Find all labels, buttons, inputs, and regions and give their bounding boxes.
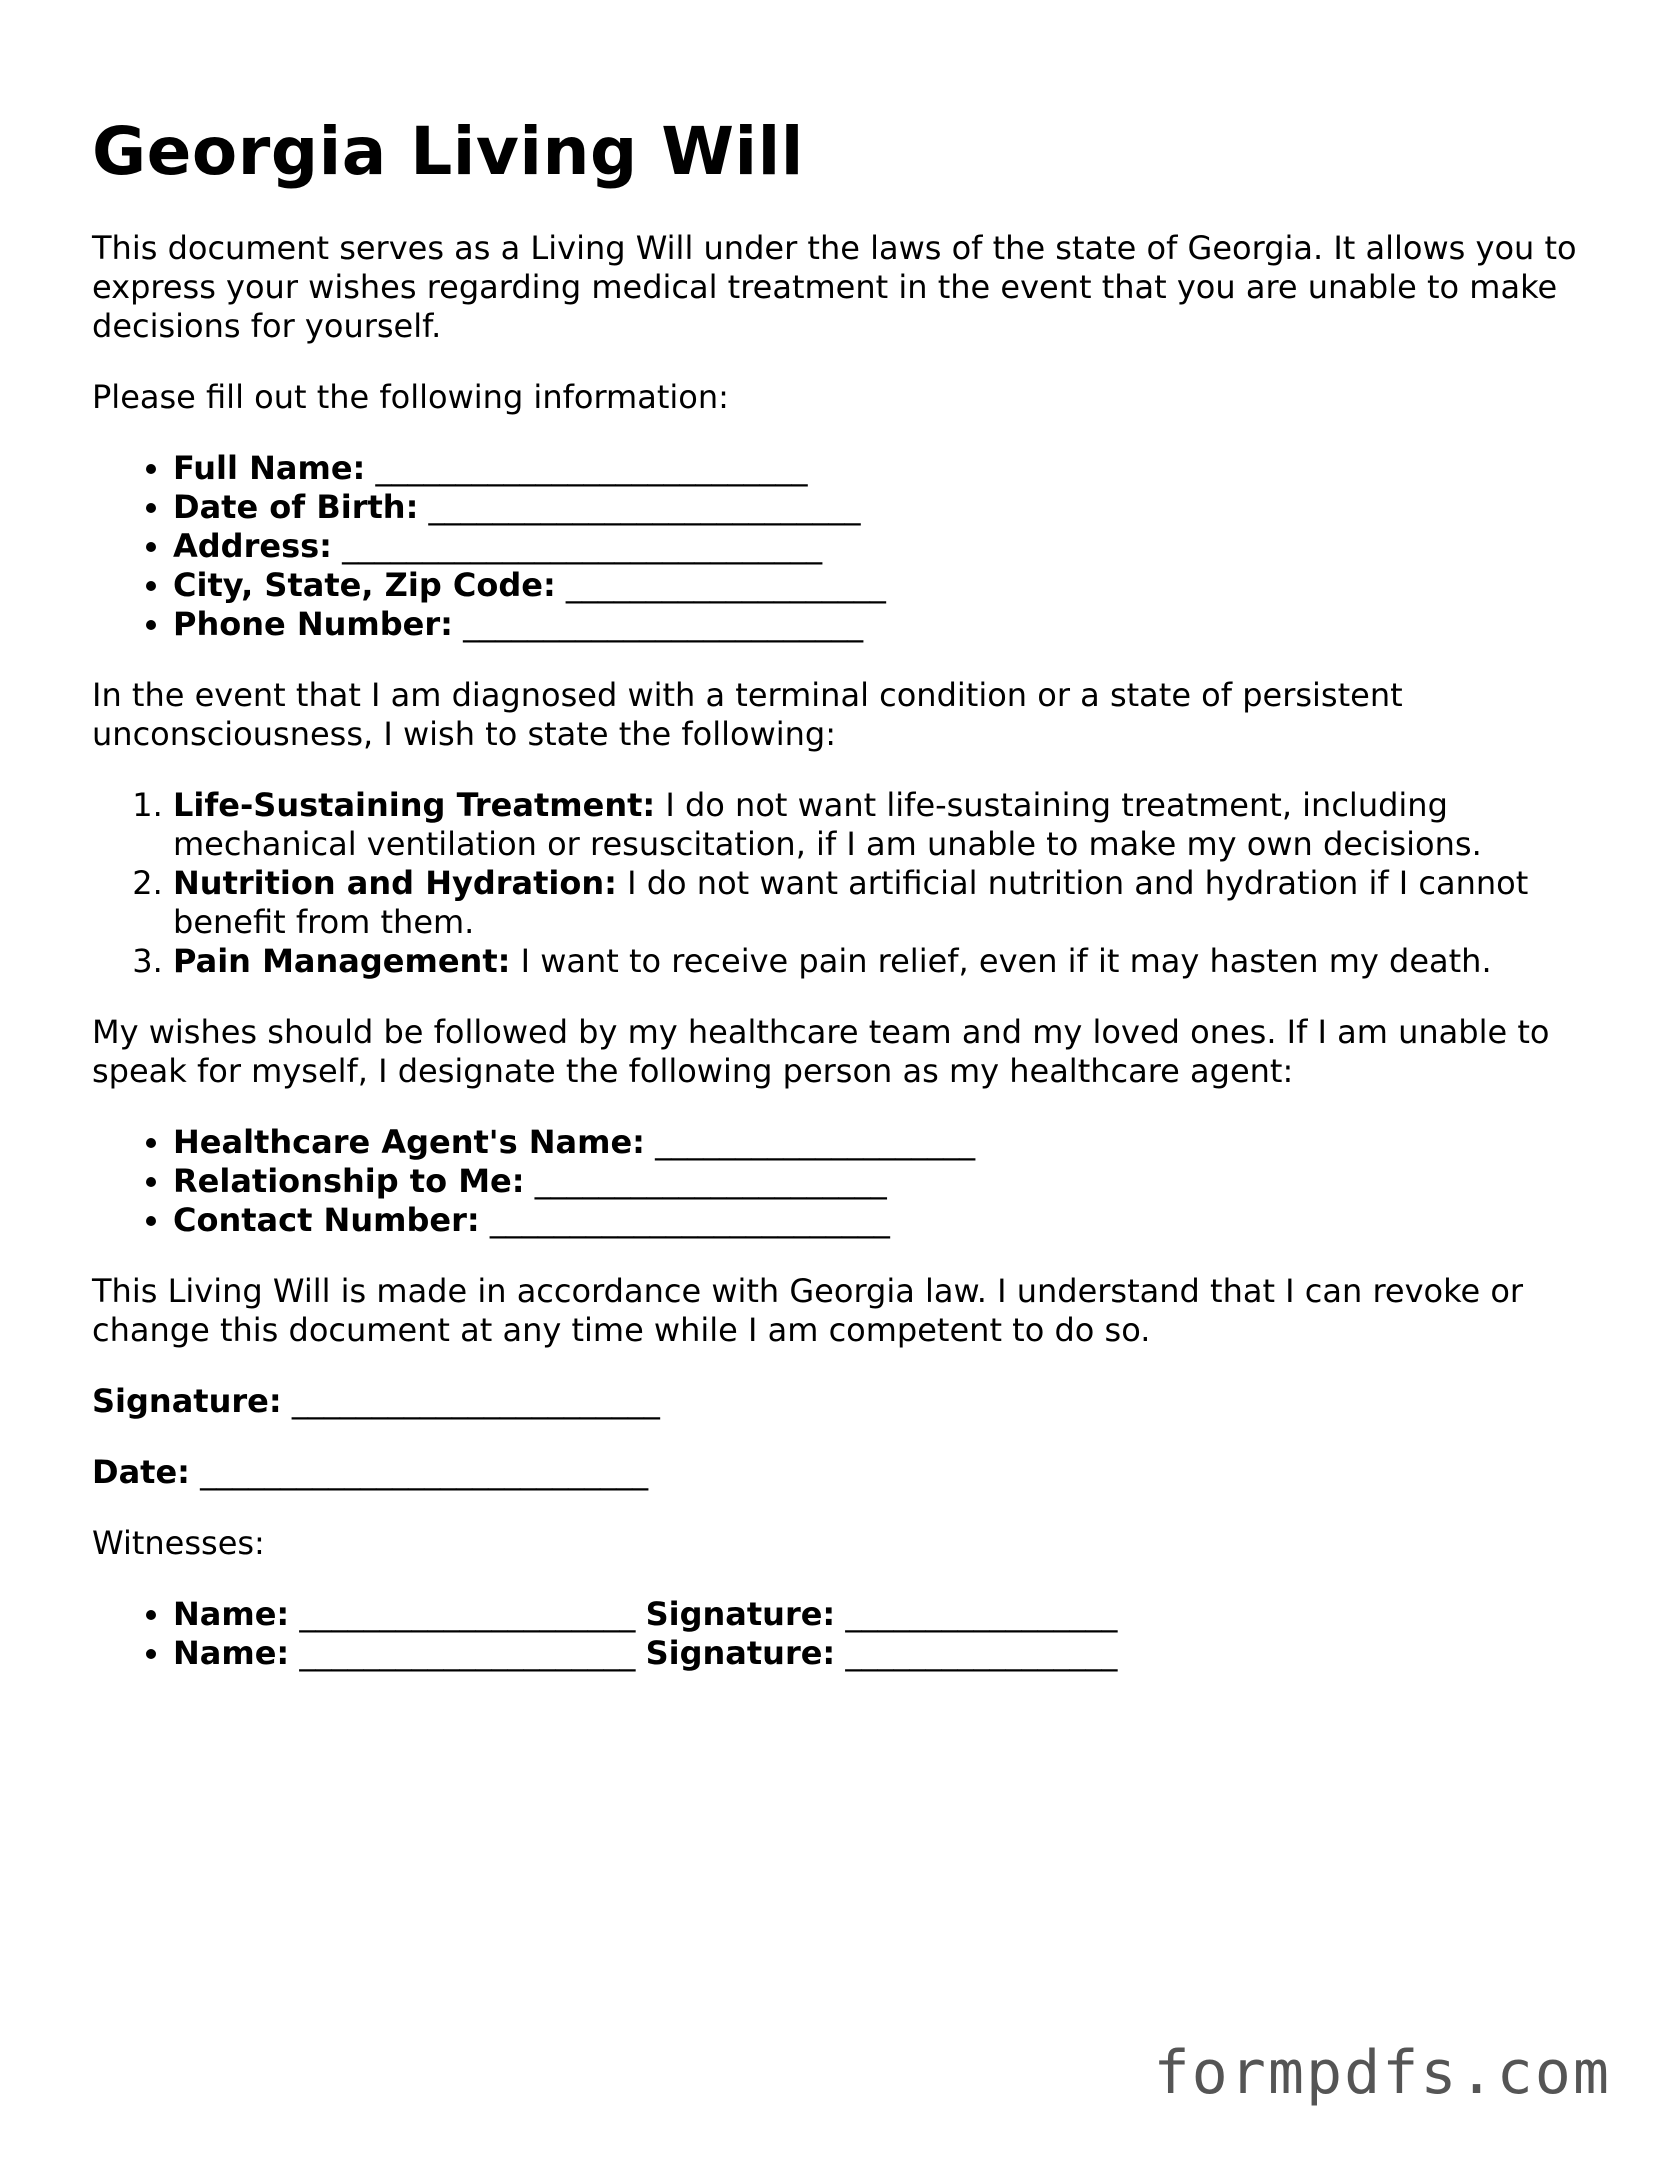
list-item	[173, 1595, 1592, 1634]
agent-statement: My wishes should be followed by my healthcare team and my loved ones. If I am unable to speak for myself, I designate the following person as my healthcare agent:	[92, 1013, 1550, 1091]
list-item	[173, 1634, 1592, 1673]
field-label: Contact Number:	[173, 1201, 480, 1240]
page-title: Georgia Living Will	[92, 113, 804, 190]
full-name-blank[interactable]: ___________________________	[375, 449, 808, 488]
field-label: Relationship to Me:	[173, 1162, 525, 1201]
wish-text: I want to receive pain relief, even if it may hasten my death.	[510, 942, 1492, 981]
wish-heading: Pain Management:	[173, 942, 511, 981]
field-label: Healthcare Agent's Name:	[173, 1123, 645, 1162]
list-item	[173, 864, 1592, 942]
document-page	[92, 112, 1592, 1673]
witness-name-blank[interactable]: _____________________	[299, 1595, 636, 1634]
field-label: Address:	[173, 527, 332, 566]
date-blank[interactable]: ____________________________	[200, 1453, 649, 1492]
fill-prompt: Please fill out the following information:	[92, 378, 729, 417]
condition-statement: In the event that I am diagnosed with a terminal condition or a state of persistent unconsciousness, I wish to state the following:	[92, 676, 1403, 754]
witness-name-blank[interactable]: _____________________	[299, 1634, 636, 1673]
agent-name-blank[interactable]: ____________________	[655, 1123, 976, 1162]
witness-signature-blank[interactable]: _________________	[845, 1595, 1118, 1634]
contact-number-blank[interactable]: _________________________	[489, 1201, 890, 1240]
date-of-birth-blank[interactable]: ___________________________	[428, 488, 861, 527]
list-item	[173, 449, 1592, 488]
address-blank[interactable]: ______________________________	[342, 527, 823, 566]
field-label: City, State, Zip Code:	[173, 566, 556, 605]
signature-line	[92, 1382, 1592, 1421]
witnesses-list	[92, 1595, 1592, 1673]
wishes-list	[92, 786, 1592, 981]
intro-paragraph: This document serves as a Living Will under the laws of the state of Georgia. It allows you to express your wishes regarding medical treatment in the event that you are unable to make decisions for yourself.	[92, 229, 1577, 346]
date-line	[92, 1453, 1592, 1492]
signature-blank[interactable]: _______________________	[291, 1382, 660, 1421]
witness-signature-label: Signature:	[645, 1595, 836, 1634]
wish-text: I do not want artificial nutrition and hydration if I cannot benefit from them.	[173, 864, 1529, 942]
list-item	[173, 527, 1592, 566]
list-item	[173, 942, 1592, 981]
signature-label: Signature:	[92, 1382, 282, 1421]
watermark: formpdfs.com	[1153, 2038, 1611, 2108]
wish-text: I do not want life-sustaining treatment, including mechanical ventilation or resuscitation, if I am unable to make my own decisions.	[173, 786, 1482, 864]
list-item	[173, 488, 1592, 527]
list-item	[173, 1201, 1592, 1240]
city-state-zip-blank[interactable]: ____________________	[565, 566, 886, 605]
list-item	[173, 1162, 1592, 1201]
witnesses-label: Witnesses:	[92, 1524, 265, 1563]
field-label: Phone Number:	[173, 605, 453, 644]
list-item	[173, 786, 1592, 864]
personal-info-list	[92, 449, 1592, 644]
list-item	[173, 605, 1592, 644]
date-label: Date:	[92, 1453, 190, 1492]
witness-name-label: Name:	[173, 1595, 290, 1634]
phone-number-blank[interactable]: _________________________	[463, 605, 864, 644]
witness-signature-label: Signature:	[645, 1634, 836, 1673]
relationship-blank[interactable]: ______________________	[534, 1162, 887, 1201]
wish-heading: Nutrition and Hydration:	[173, 864, 617, 903]
field-label: Full Name:	[173, 449, 366, 488]
closing-statement: This Living Will is made in accordance with Georgia law. I understand that I can revoke or change this document at any time while I am competent to do so.	[92, 1272, 1524, 1350]
witness-signature-blank[interactable]: _________________	[845, 1634, 1118, 1673]
wish-heading: Life-Sustaining Treatment:	[173, 786, 656, 825]
witness-name-label: Name:	[173, 1634, 290, 1673]
list-item	[173, 566, 1592, 605]
agent-info-list	[92, 1123, 1592, 1240]
list-item	[173, 1123, 1592, 1162]
field-label: Date of Birth:	[173, 488, 419, 527]
